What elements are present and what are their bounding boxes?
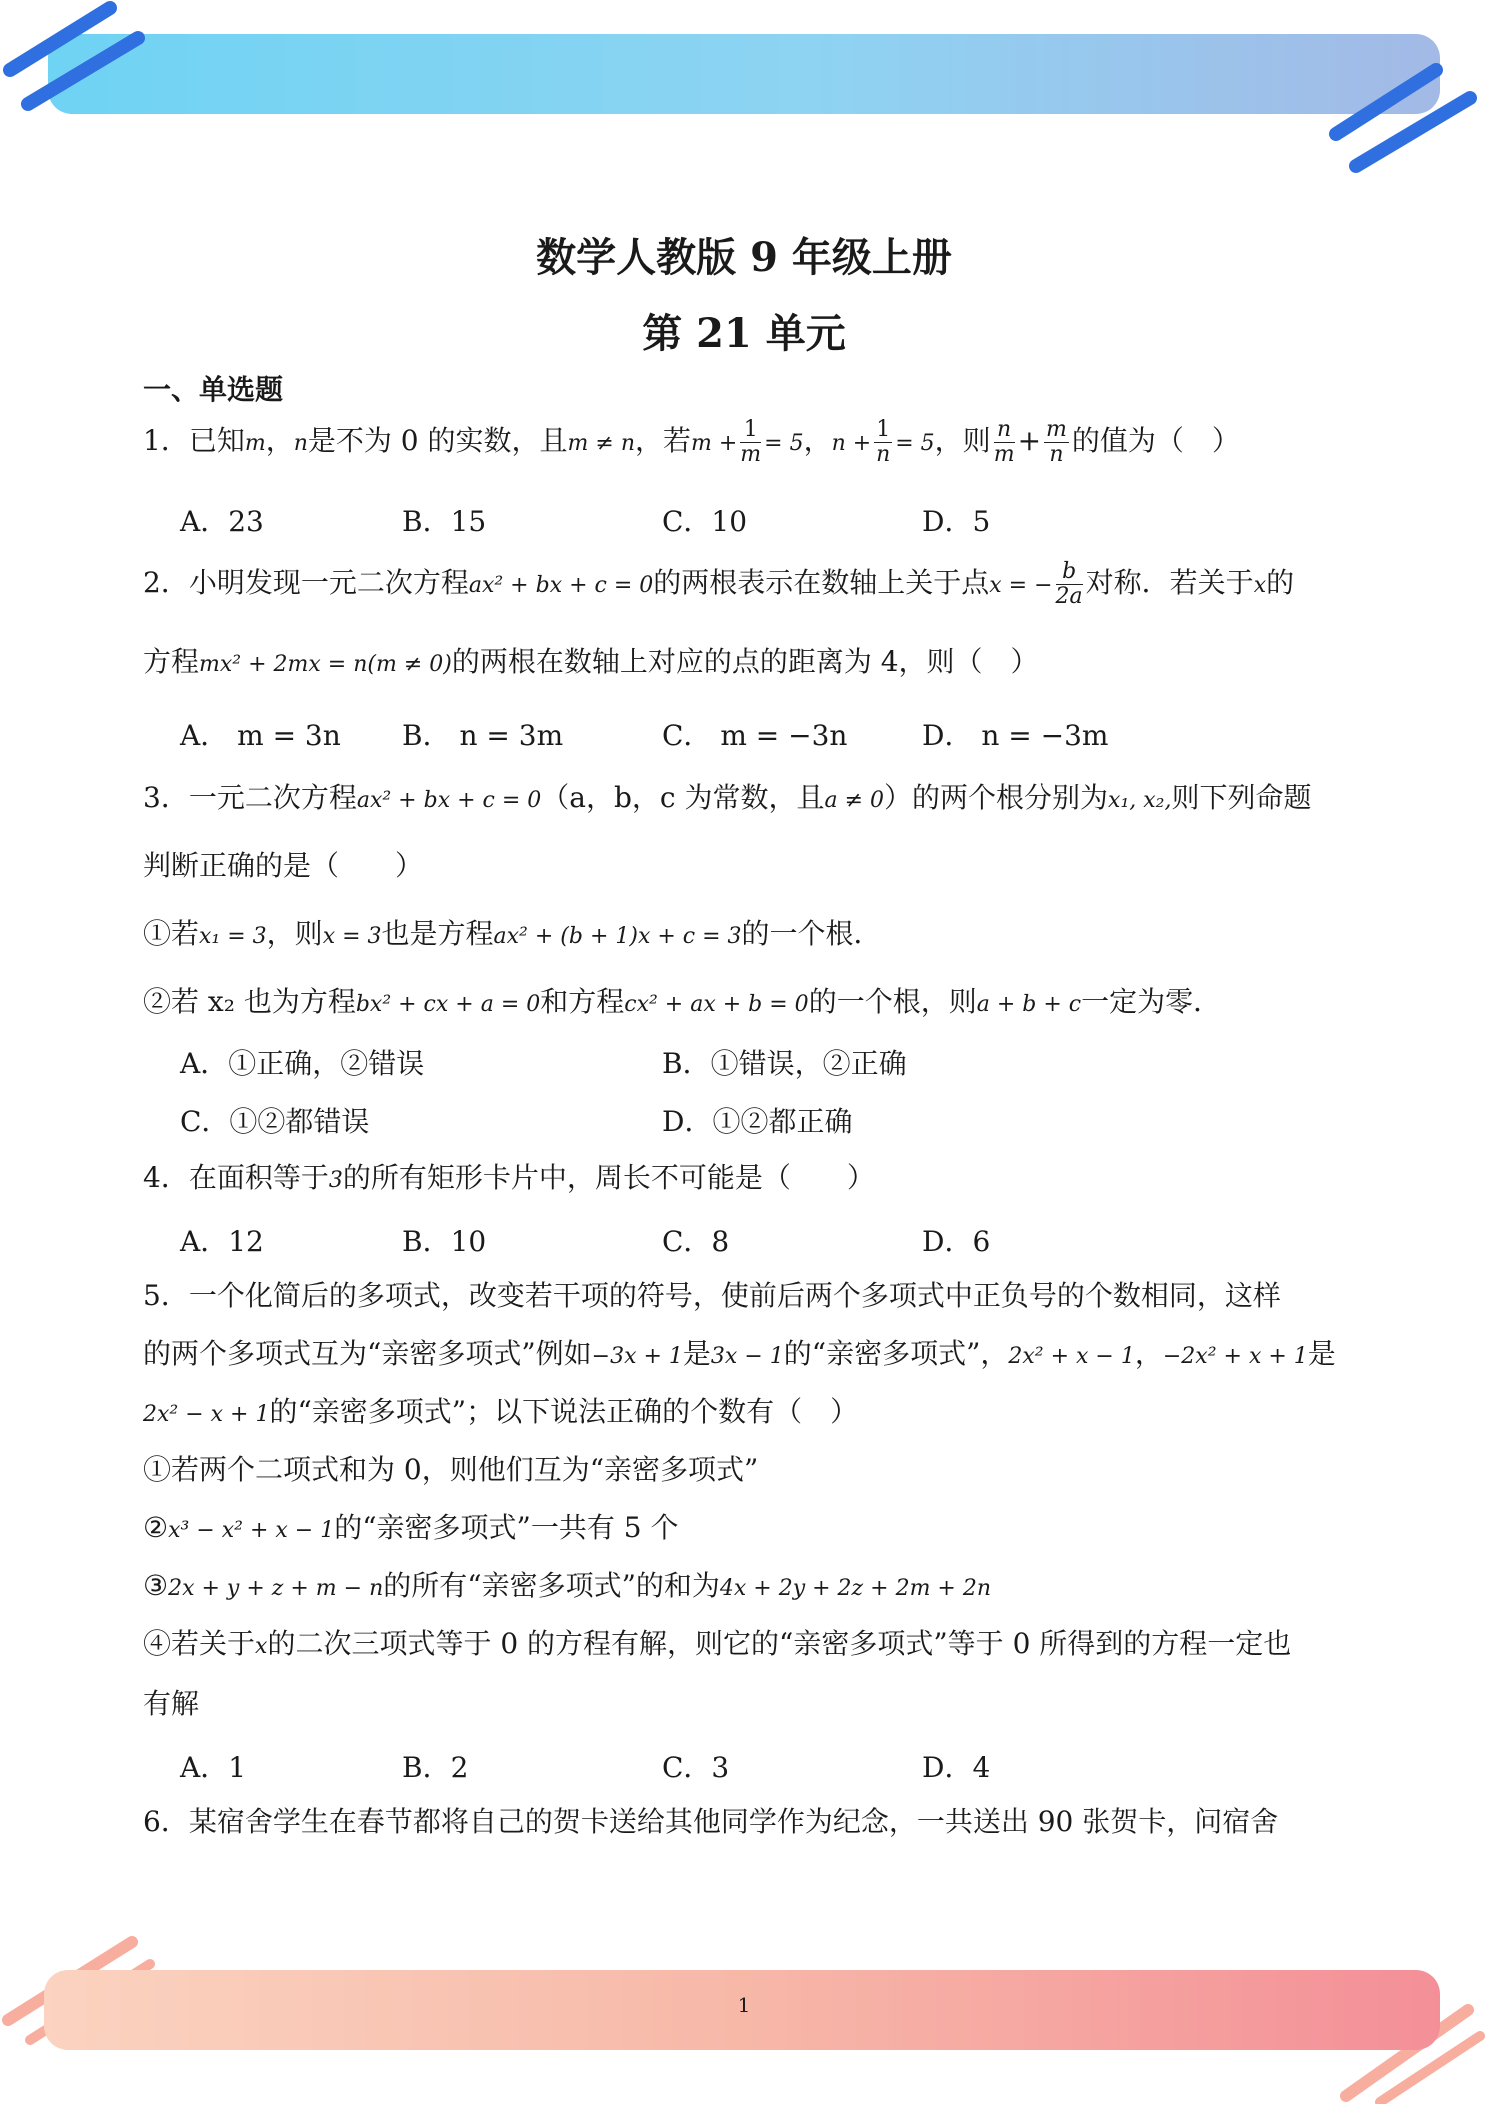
question-6: 6．某宿舍学生在春节都将自己的贺卡送给其他同学作为纪念，一共送出 90 张贺卡，问宿舍 [143, 1805, 1279, 1838]
q3-option-c: C．①②都错误 [180, 1105, 370, 1138]
page-number: 1 [737, 1993, 751, 2017]
question-5-line-2: 的两个多项式互为“亲密多项式”例如−3x + 1是3x − 1的“亲密多项式”，2x² + x − 1，−2x² + x + 1是 [143, 1337, 1336, 1370]
q1-option-b: B．15 [402, 505, 487, 538]
question-5-statement-2: ②x³ − x² + x − 1的“亲密多项式”一共有 5 个 [143, 1511, 679, 1544]
question-3-statement-1: ①若x₁ = 3，则x = 3也是方程ax² + (b + 1)x + c = 3的一个根． [143, 917, 882, 950]
question-1: 1．已知m，n是不为 0 的实数，且m ≠ n，若m + $\frac{1}{m}$ = 5，n + $\frac{1}{n}$ = 5，则 $\frac{n}{m}$ + $\frac{m}{n}$ 的值为（ ） [143, 417, 1240, 467]
question-5-statement-3: ③2x + y + z + m − n的所有“亲密多项式”的和为4x + 2y + 2z + 2m + 2n [143, 1569, 992, 1602]
question-3-line-1: 3．一元二次方程ax² + bx + c = 0（a，b，c 为常数，且a ≠ 0）的两个根分别为x₁, x₂,则下列命题 [143, 781, 1312, 814]
q2-option-d: D． n = −3m [922, 719, 1109, 752]
question-5-line-1: 5．一个化简后的多项式，改变若干项的符号，使前后两个多项式中正负号的个数相同，这样 [143, 1279, 1281, 1312]
question-3-line-2: 判断正确的是（ ） [143, 849, 424, 882]
fraction: $\frac{1}{m}$ [740, 417, 762, 467]
q2-option-b: B． n = 3m [402, 719, 564, 752]
q4-option-d: D．6 [922, 1225, 991, 1258]
q3-option-b: B．①错误，②正确 [662, 1047, 907, 1080]
question-4: 4．在面积等于3的所有矩形卡片中，周长不可能是（ ） [143, 1161, 875, 1194]
q5-option-a: A．1 [180, 1751, 247, 1784]
page-subtitle: 第 21 单元 [642, 310, 846, 357]
question-3-statement-2: ②若 x₂ 也为方程bx² + cx + a = 0和方程cx² + ax + b = 0的一个根，则a + b + c一定为零． [143, 985, 1222, 1018]
q5-option-c: C．3 [662, 1751, 730, 1784]
fraction: $\frac{m}{n}$ [1046, 417, 1067, 467]
q3-option-d: D．①②都正确 [662, 1105, 853, 1138]
q1-option-c: C．10 [662, 505, 748, 538]
section-heading: 一、单选题 [143, 373, 284, 406]
fraction: $\frac{n}{m}$ [993, 417, 1015, 467]
q5-option-d: D．4 [922, 1751, 991, 1784]
q2-option-c: C． m = −3n [662, 719, 848, 752]
question-5-statement-1: ①若两个二项式和为 0，则他们互为“亲密多项式” [143, 1453, 759, 1486]
page-title: 数学人教版 9 年级上册 [536, 234, 952, 281]
q5-option-b: B．2 [402, 1751, 469, 1784]
question-2-line-1: 2．小明发现一元二次方程ax² + bx + c = 0的两根表示在数轴上关于点x = − $\frac{b}{2a}$ 对称．若关于x的 [143, 559, 1295, 609]
q4-option-a: A．12 [180, 1225, 264, 1258]
question-5-statement-4-cont: 有解 [143, 1687, 200, 1720]
question-2-line-2: 方程mx² + 2mx = n(m ≠ 0)的两根在数轴上对应的点的距离为 4，则（ ） [143, 645, 1039, 678]
fraction: $\frac{b}{2a}$ [1055, 559, 1083, 609]
q1-option-a: A．23 [180, 505, 264, 538]
question-5-line-3: 2x² − x + 1的“亲密多项式”；以下说法正确的个数有（ ） [143, 1395, 859, 1428]
q4-option-c: C．8 [662, 1225, 730, 1258]
question-5-statement-4: ④若关于x的二次三项式等于 0 的方程有解，则它的“亲密多项式”等于 0 所得到的方程一定也 [143, 1627, 1292, 1660]
fraction: $\frac{1}{n}$ [876, 417, 891, 467]
q1-option-d: D．5 [922, 505, 991, 538]
q3-option-a: A．①正确，②错误 [180, 1047, 425, 1080]
q4-option-b: B．10 [402, 1225, 487, 1258]
q2-option-a: A． m = 3n [180, 719, 341, 752]
